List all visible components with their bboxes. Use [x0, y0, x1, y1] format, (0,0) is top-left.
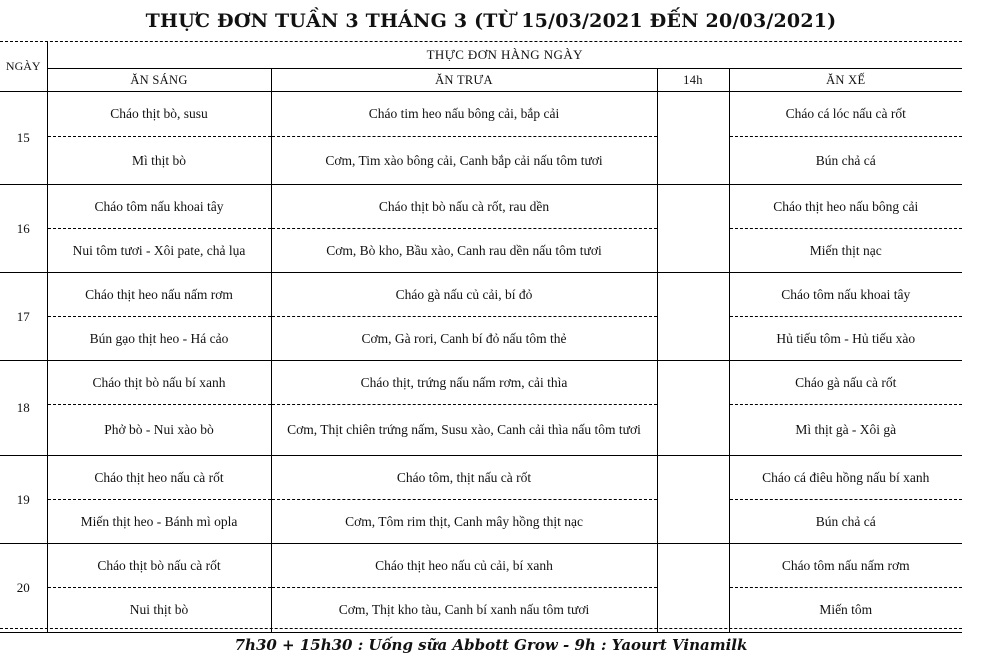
h14-cell — [657, 456, 729, 500]
snack-cell: Miến tôm — [729, 588, 962, 633]
breakfast-cell: Cháo thịt bò nấu bí xanh — [47, 361, 271, 405]
day-cell: 16 — [0, 185, 47, 273]
footer-note: 7h30 + 15h30 : Uống sữa Abbott Grow - 9h : Yaourt Vinamilk — [234, 636, 748, 654]
snack-cell: Hủ tiếu tôm - Hủ tiếu xào — [729, 317, 962, 361]
table-row — [0, 229, 962, 273]
snack-cell: Bún chả cá — [729, 137, 962, 185]
header-row-sub — [0, 69, 962, 92]
snack-cell: Cháo cá điêu hồng nấu bí xanh — [729, 456, 962, 500]
snack-cell: Cháo thịt heo nấu bông cải — [729, 185, 962, 229]
lunch-cell: Cháo thịt heo nấu củ cải, bí xanh — [271, 544, 657, 588]
h14-cell — [657, 361, 729, 405]
table-row — [0, 456, 962, 500]
breakfast-cell: Nui thịt bò — [47, 588, 271, 633]
h14-cell — [657, 500, 729, 544]
lunch-cell: Cháo tôm, thịt nấu cà rốt — [271, 456, 657, 500]
table-row — [0, 544, 962, 588]
h14-cell — [657, 92, 729, 137]
menu-title: THỰC ĐƠN TUẦN 3 THÁNG 3 (TỪ 15/03/2021 ĐẾN 20/03/2021) — [145, 10, 837, 32]
breakfast-cell: Bún gạo thịt heo - Há cảo — [47, 317, 271, 361]
snack-cell: Cháo gà nấu cà rốt — [729, 361, 962, 405]
breakfast-cell: Mì thịt bò — [47, 137, 271, 185]
breakfast-cell: Nui tôm tươi - Xôi pate, chả lụa — [47, 229, 271, 273]
h14-cell — [657, 588, 729, 633]
lunch-cell: Cháo gà nấu củ cải, bí đỏ — [271, 273, 657, 317]
h14-cell — [657, 185, 729, 229]
h14-cell — [657, 273, 729, 317]
breakfast-cell: Cháo thịt heo nấu cà rốt — [47, 456, 271, 500]
h14-cell — [657, 405, 729, 456]
footer-divider — [0, 628, 962, 629]
breakfast-cell: Cháo thịt bò nấu cà rốt — [47, 544, 271, 588]
breakfast-cell: Miến thịt heo - Bánh mì opla — [47, 500, 271, 544]
header-daily-menu: THỰC ĐƠN HÀNG NGÀY — [47, 42, 962, 69]
day-cell: 15 — [0, 92, 47, 185]
lunch-cell: Cháo tim heo nấu bông cải, bắp cải — [271, 92, 657, 137]
day-cell: 19 — [0, 456, 47, 544]
snack-cell: Cháo tôm nấu nấm rơm — [729, 544, 962, 588]
lunch-cell: Cơm, Tim xào bông cải, Canh bắp cải nấu tôm tươi — [271, 137, 657, 185]
lunch-cell: Cháo thịt, trứng nấu nấm rơm, cải thìa — [271, 361, 657, 405]
table-row — [0, 588, 962, 633]
snack-cell: Mì thịt gà - Xôi gà — [729, 405, 962, 456]
table-row — [0, 137, 962, 185]
table-row — [0, 405, 962, 456]
header-lunch: ĂN TRƯA — [271, 69, 657, 92]
header-14h: 14h — [657, 69, 729, 92]
weekly-menu-table — [0, 42, 962, 633]
h14-cell — [657, 317, 729, 361]
lunch-cell: Cơm, Thịt kho tàu, Canh bí xanh nấu tôm tươi — [271, 588, 657, 633]
breakfast-cell: Cháo thịt bò, susu — [47, 92, 271, 137]
h14-cell — [657, 544, 729, 588]
lunch-cell: Cháo thịt bò nấu cà rốt, rau dền — [271, 185, 657, 229]
table-row — [0, 185, 962, 229]
breakfast-cell: Cháo tôm nấu khoai tây — [47, 185, 271, 229]
snack-cell: Cháo cá lóc nấu cà rốt — [729, 92, 962, 137]
day-cell: 18 — [0, 361, 47, 456]
lunch-cell: Cơm, Gà rori, Canh bí đỏ nấu tôm thẻ — [271, 317, 657, 361]
h14-cell — [657, 229, 729, 273]
day-cell: 17 — [0, 273, 47, 361]
table-row — [0, 273, 962, 317]
header-breakfast: ĂN SÁNG — [47, 69, 271, 92]
lunch-cell: Cơm, Tôm rim thịt, Canh mây hồng thịt nạc — [271, 500, 657, 544]
h14-cell — [657, 137, 729, 185]
snack-cell: Miến thịt nạc — [729, 229, 962, 273]
header-snack: ĂN XẾ — [729, 69, 962, 92]
lunch-cell: Cơm, Thịt chiên trứng nấm, Susu xào, Canh cải thìa nấu tôm tươi — [271, 405, 657, 456]
breakfast-cell: Phở bò - Nui xào bò — [47, 405, 271, 456]
table-row — [0, 361, 962, 405]
table-row — [0, 92, 962, 137]
lunch-cell: Cơm, Bò kho, Bầu xào, Canh rau dền nấu tôm tươi — [271, 229, 657, 273]
table-row — [0, 317, 962, 361]
day-cell: 20 — [0, 544, 47, 633]
snack-cell: Bún chả cá — [729, 500, 962, 544]
header-row-top — [0, 42, 962, 69]
breakfast-cell: Cháo thịt heo nấu nấm rơm — [47, 273, 271, 317]
header-day: NGÀY — [0, 42, 47, 92]
snack-cell: Cháo tôm nấu khoai tây — [729, 273, 962, 317]
table-row — [0, 500, 962, 544]
